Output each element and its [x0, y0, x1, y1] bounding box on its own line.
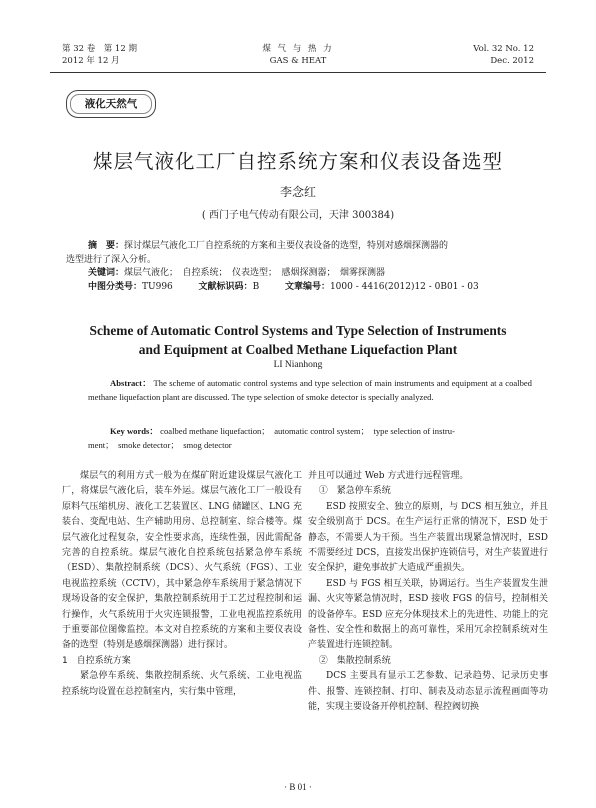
body-paragraph: 煤层气的利用方式一般为在煤矿附近建设煤层气液化工厂，将煤层气液化后，装车外运。煤层气液化工厂一般设有原料气压缩机房、液化工艺装置区、LNG 储罐区、LNG 充装台、变配电站、生产辅助用房、总控制室、综合楼等。煤层气液化过程复杂，安全性要求高，连续性强，因此需配备完善的自控系统。煤层气液化自控系统包括紧急停车系统（ESD）、集散控制系统（DCS）、火气系统（FGS）、工业电视监控系统（CCTV），其中紧急停车系统用于紧急情况下现场设备的安全保护，集散控制系统用于工艺过程控制和运行操作，火气系统用于火灾连锁报警，工业电视监控系统用于重要部位图像监控。本文对自控系统的方案和主要仪表设备的选型（特别是感烟探测器）进行探讨。 [62, 471, 302, 651]
clc-label: 中图分类号： [88, 281, 143, 292]
journal-name-cn: 煤 气 与 热 力 [262, 44, 334, 54]
subsection-heading: ① 紧急停车系统 [318, 486, 391, 497]
page-number: · B 01 · [284, 782, 312, 792]
keywords-en-line-2: ment； smoke detector； smog detector [88, 440, 232, 450]
abstract-text-1: 探讨煤层气液化工厂自控系统的方案和主要仪表设备的选型，特别对感烟探测器的 [124, 241, 449, 251]
section-heading: 1 自控系统方案 [62, 655, 131, 666]
clc-value: TU996 [142, 281, 173, 292]
body-paragraph: 并且可以通过 Web 方式进行远程管理。 [308, 471, 469, 481]
keywords-cn: 煤层气液化； 自控系统； 仪表选型； 感烟探测器； 烟雾探测器 [124, 268, 386, 278]
abstract-label: 摘 要： [88, 241, 125, 251]
keywords-en [88, 424, 532, 452]
doc-code-value: B [252, 281, 260, 292]
keywords-en-label: Key words： [110, 426, 158, 436]
affiliation-cn: ( 西门子电气传动有限公司，天津 300384) [201, 210, 395, 221]
keywords-label: 关键词： [88, 268, 125, 278]
article-title-en [40, 321, 556, 359]
article-number-label: 文章编号： [284, 281, 330, 292]
doc-code-label: 文献标识码： [198, 281, 253, 292]
abstract-cn [66, 240, 532, 294]
article-title-cn: 煤层气液化工厂自控系统方案和仪表设备选型 [92, 150, 503, 173]
body-paragraph: 紧急停车系统、集散控制系统、火气系统、工业电视监控系统均设置在总控制室内，实行集中管理， [62, 671, 302, 697]
abstract-en-text: The scheme of automatic control systems and type selection of main instruments and equipment at a coalbed methane liquefaction plant are discussed. The type selection of smoke detector is specially analyzed. [88, 378, 532, 402]
section-tag-border [70, 94, 152, 114]
volume-issue: 第 32 卷 第 12 期 [62, 44, 137, 54]
section-tag [66, 90, 156, 118]
header-divider [50, 72, 546, 73]
body-paragraph: ESD 与 FGS 相互关联，协调运行。当生产装置发生泄漏、火灾等紧急情况时，ESD 接收 FGS 的信号，控制相关的设备停车。ESD 应充分体现技术上的先进性、功能上的完备性、安全性和数据上的高可靠性，采用冗余控制系统对生产装置进行连锁控制。 [308, 578, 548, 651]
journal-volume-info-en [473, 43, 534, 67]
classification-line [66, 281, 532, 295]
author-en: LI Nianhong [273, 360, 323, 370]
abstract-text-2: 选型进行了深入分析。 [66, 254, 157, 265]
volume-issue-en: Vol. 32 No. 12 [473, 44, 534, 54]
abstract-en [88, 376, 532, 404]
subsection-heading: ② 集散控制系统 [318, 655, 391, 666]
body-paragraph: DCS 主要具有显示工艺参数、记录趋势、记录历史事件、报警、连锁控制、打印、制表及动态显示流程画面等功能，实现主要设备开停机控制、程控阀切换 [308, 671, 548, 713]
abstract-en-label: Abstract： [110, 378, 152, 388]
title-en-line-2: and Equipment at Coalbed Methane Liquefaction Plant [138, 342, 458, 357]
body-column-right [308, 469, 548, 716]
author-cn: 李念红 [279, 185, 316, 199]
publish-date: 2012 年 12 月 [62, 56, 120, 66]
journal-name-en: GAS & HEAT [269, 56, 327, 66]
body-column-left [62, 469, 302, 700]
article-number-value: 1000 - 4416(2012)12 - 0B01 - 03 [329, 281, 479, 292]
keywords-en-line-1: coalbed methane liquefaction； automatic control system； type selection of instru- [160, 426, 455, 436]
body-paragraph: ESD 按照安全、独立的原则，与 DCS 相互独立，并且安全级别高于 DCS。在生产运行正常的情况下，ESD 处于静态，不需要人为干预。当生产装置出现紧急情况时，ESD 不需要经过 DCS，直接发出保护连锁信号，对生产装置进行安全保护，避免事故扩大造成严重损失。 [308, 501, 548, 574]
title-en-line-1: Scheme of Automatic Control Systems and Type Selection of Instruments [89, 323, 507, 338]
section-tag-label: 液化天然气 [84, 98, 138, 110]
publish-date-en: Dec. 2012 [490, 56, 534, 66]
